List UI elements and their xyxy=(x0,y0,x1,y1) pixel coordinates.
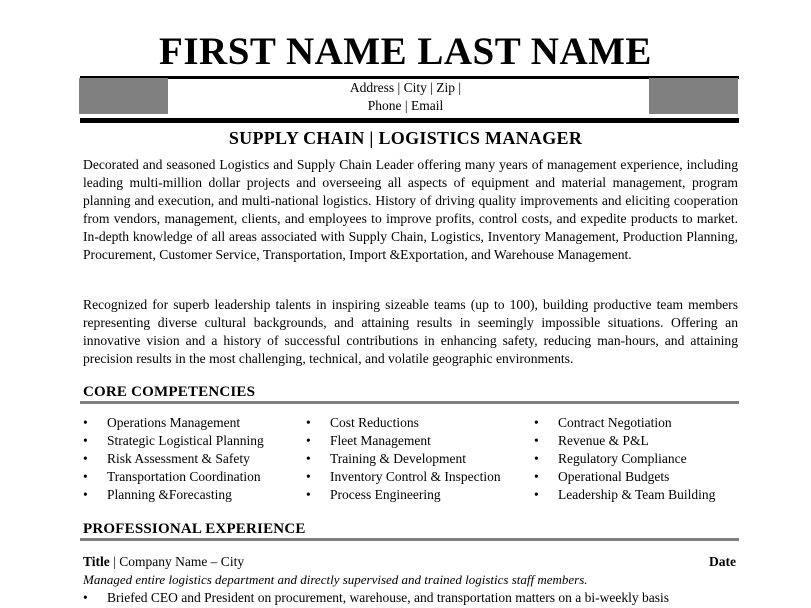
bullet-icon: • xyxy=(306,415,311,430)
competency-label: Contract Negotiation xyxy=(558,415,672,430)
competency-item xyxy=(534,450,715,468)
bullet-icon: • xyxy=(83,451,88,466)
competency-item xyxy=(306,432,501,450)
competency-label: Training & Development xyxy=(330,451,466,466)
competency-label: Strategic Logistical Planning xyxy=(107,433,264,448)
core-competencies-heading: CORE COMPETENCIES xyxy=(83,384,256,400)
bullet-icon: • xyxy=(306,469,311,484)
bullet-icon: • xyxy=(83,415,88,430)
competency-item xyxy=(306,468,501,486)
bullet-icon: • xyxy=(83,487,88,502)
resume-name: FIRST NAME LAST NAME xyxy=(159,30,652,73)
professional-experience-rule xyxy=(80,538,739,541)
professional-experience-heading: PROFESSIONAL EXPERIENCE xyxy=(83,521,306,537)
bullet-icon: • xyxy=(83,469,88,484)
contact-address-line: Address | City | Zip | xyxy=(349,80,462,95)
competency-label: Planning &Forecasting xyxy=(107,487,232,502)
competency-item xyxy=(83,486,264,504)
competency-label: Risk Assessment & Safety xyxy=(107,451,250,466)
summary-paragraph-1: Decorated and seasoned Logistics and Supply Chain Leader offering many years of management experience, including leading multi-million dollar projects and overseeing all aspects of equipment and material management, program planning and execution, and multi-national logistics. History of driving quality improvements and eliciting cooperation from vendors, management, clients, and employees to improve profits, control costs, and expedite products to market. In-depth knowledge of all areas associated with Supply Chain, Logistics, Inventory Management, Production Planning, Procurement, Customer Service, Transportation, Import &Exportation, and Warehouse Management. xyxy=(83,157,738,262)
competencies-column-2 xyxy=(306,414,501,504)
competency-label: Process Engineering xyxy=(330,487,441,502)
bullet-icon: • xyxy=(83,433,88,448)
competency-item xyxy=(306,486,501,504)
competency-item xyxy=(534,414,715,432)
experience-title: Title xyxy=(83,554,110,569)
competency-item xyxy=(534,486,715,504)
competency-item xyxy=(83,450,264,468)
bullet-icon: • xyxy=(534,415,539,430)
header-thick-rule xyxy=(80,118,739,123)
competency-item xyxy=(306,450,501,468)
experience-bullet-item xyxy=(83,589,669,607)
competency-label: Leadership & Team Building xyxy=(558,487,716,502)
competency-label: Revenue & P&L xyxy=(558,433,649,448)
bullet-icon: • xyxy=(534,451,539,466)
bullet-icon: • xyxy=(306,433,311,448)
experience-company: | Company Name – City xyxy=(109,554,245,569)
competency-item xyxy=(83,432,264,450)
experience-date: Date xyxy=(709,554,736,569)
competency-item xyxy=(83,414,264,432)
experience-header-row xyxy=(83,553,736,571)
contact-phone-email-line: Phone | Email xyxy=(367,98,444,113)
competency-label: Operations Management xyxy=(107,415,241,430)
competencies-column-3 xyxy=(534,414,715,504)
competency-label: Regulatory Compliance xyxy=(558,451,687,466)
competency-item xyxy=(534,468,715,486)
job-title: SUPPLY CHAIN | LOGISTICS MANAGER xyxy=(228,128,583,148)
bullet-icon: • xyxy=(534,433,539,448)
bullet-icon: • xyxy=(306,487,311,502)
competencies-column-1 xyxy=(83,414,264,504)
bullet-icon: • xyxy=(306,451,311,466)
competency-label: Inventory Control & Inspection xyxy=(330,469,501,484)
competency-label: Operational Budgets xyxy=(558,469,670,484)
competency-label: Fleet Management xyxy=(330,433,431,448)
experience-bullet-text: Briefed CEO and President on procurement, warehouse, and transportation matters on a bi-weekly basis xyxy=(107,590,669,605)
bullet-icon: • xyxy=(534,487,539,502)
experience-description: Managed entire logistics department and directly supervised and trained logistics staff members. xyxy=(83,572,588,587)
competency-label: Transportation Coordination xyxy=(107,469,261,484)
summary-paragraph-2: Recognized for superb leadership talents in inspiring sizeable teams (up to 100), building productive team members representing diverse cultural backgrounds, and attaining results in seemingly impossible situations. Offering an innovative vision and a history of successful contributions in enhancing safety, reducing man-hours, and attaining precision results in the most challenging, technical, and volatile geographic environments. xyxy=(83,297,738,366)
core-competencies-rule xyxy=(80,401,739,404)
bullet-icon: • xyxy=(534,469,539,484)
competency-label: Cost Reductions xyxy=(330,415,419,430)
competency-item xyxy=(534,432,715,450)
competency-item xyxy=(306,414,501,432)
competency-item xyxy=(83,468,264,486)
bullet-icon: • xyxy=(83,590,88,605)
